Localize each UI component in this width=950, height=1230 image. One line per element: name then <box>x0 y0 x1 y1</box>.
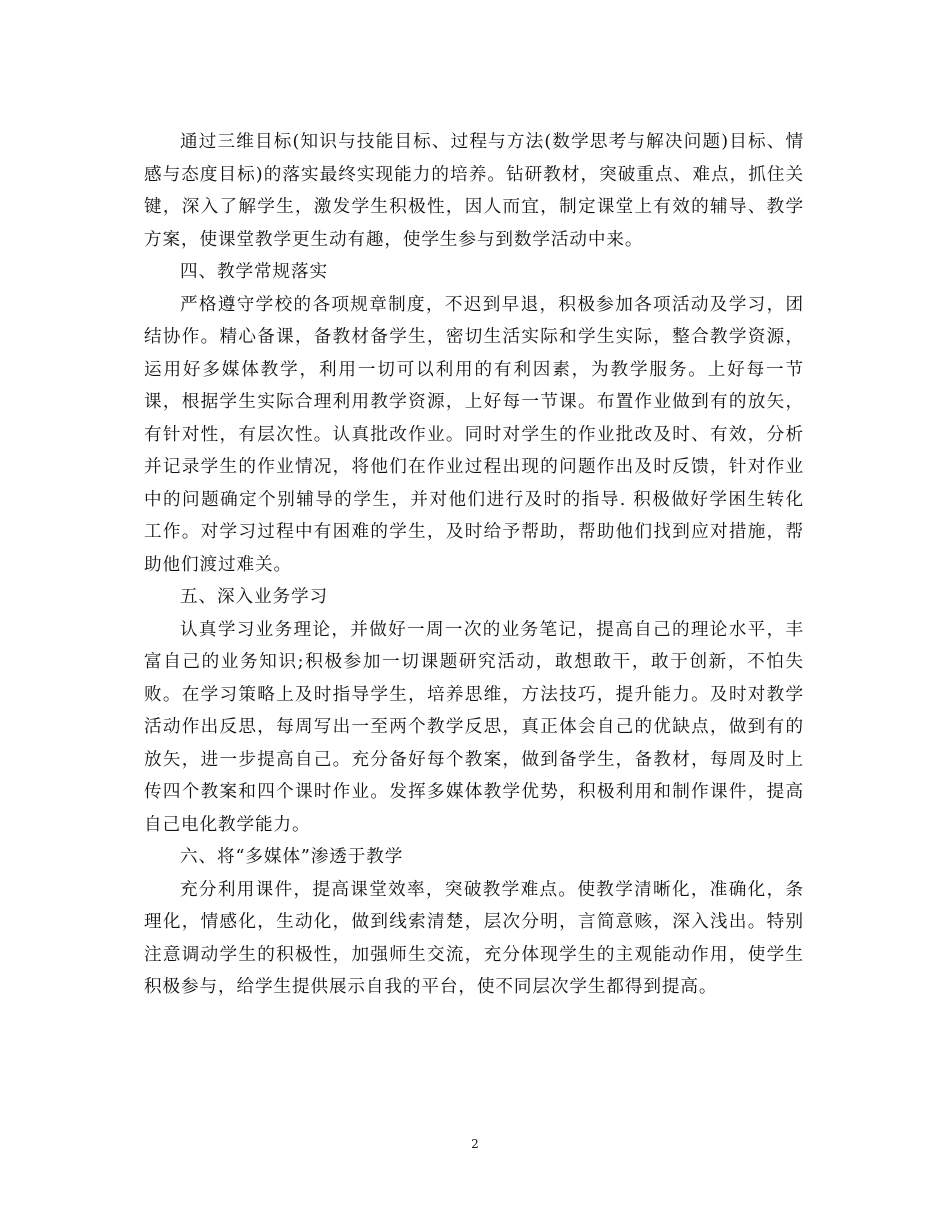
heading-teaching-routine: 四、教学常规落实 <box>180 262 328 282</box>
paragraph-three-dimensional-goals: 通过三维目标(知识与技能目标、过程与方法(数学思考与解决问题)目标、情感与态度目标)的落实最终实现能力的培养。钻研教材，突破重点、难点，抓住关键，深入了解学生，激发学生积极性，因人而宜，制定课堂上有效的辅导、教学方案，使课堂教学更生动有趣，使学生参与到数学活动中来。 <box>144 132 804 250</box>
paragraph-multimedia-teaching: 充分利用课件，提高课堂效率，突破教学难点。使教学清晰化，准确化，条理化，情感化，生动化，做到线索清楚，层次分明，言简意赅，深入浅出。特别注意调动学生的积极性，加强师生交流，充分体现学生的主观能动作用，使学生积极参与，给学生提供展示自我的平台，使不同层次学生都得到提高。 <box>144 879 804 997</box>
heading-professional-study: 五、深入业务学习 <box>180 587 328 607</box>
document-body <box>144 126 804 1004</box>
page-number: 2 <box>471 1137 479 1151</box>
heading-multimedia-teaching: 六、将“多媒体”渗透于教学 <box>180 847 404 867</box>
paragraph-professional-study: 认真学习业务理论，并做好一周一次的业务笔记，提高自己的理论水平，丰富自己的业务知识;积极参加一切课题研究活动，敢想敢干，敢于创新，不怕失败。在学习策略上及时指导学生，培养思维，方法技巧，提升能力。及时对教学活动作出反思，每周写出一至两个教学反思，真正体会自己的优缺点，做到有的放矢，进一步提高自己。充分备好每个教案，做到备学生，备教材，每周及时上传四个教案和四个课时作业。发挥多媒体教学优势，积极利用和制作课件，提高自己电化教学能力。 <box>144 619 804 835</box>
paragraph-teaching-routine: 严格遵守学校的各项规章制度，不迟到早退，积极参加各项活动及学习，团结协作。精心备课，备教材备学生，密切生活实际和学生实际，整合教学资源，运用好多媒体教学，利用一切可以利用的有利因素，为教学服务。上好每一节课，根据学生实际合理利用教学资源，上好每一节课。布置作业做到有的放矢，有针对性，有层次性。认真批改作业。同时对学生的作业批改及时、有效，分析并记录学生的作业情况，将他们在作业过程出现的问题作出及时反馈，针对作业中的问题确定个别辅导的学生，并对他们进行及时的指导. 积极做好学困生转化工作。对学习过程中有困难的学生，及时给予帮助，帮助他们找到应对措施，帮助他们渡过难关。 <box>144 294 804 575</box>
